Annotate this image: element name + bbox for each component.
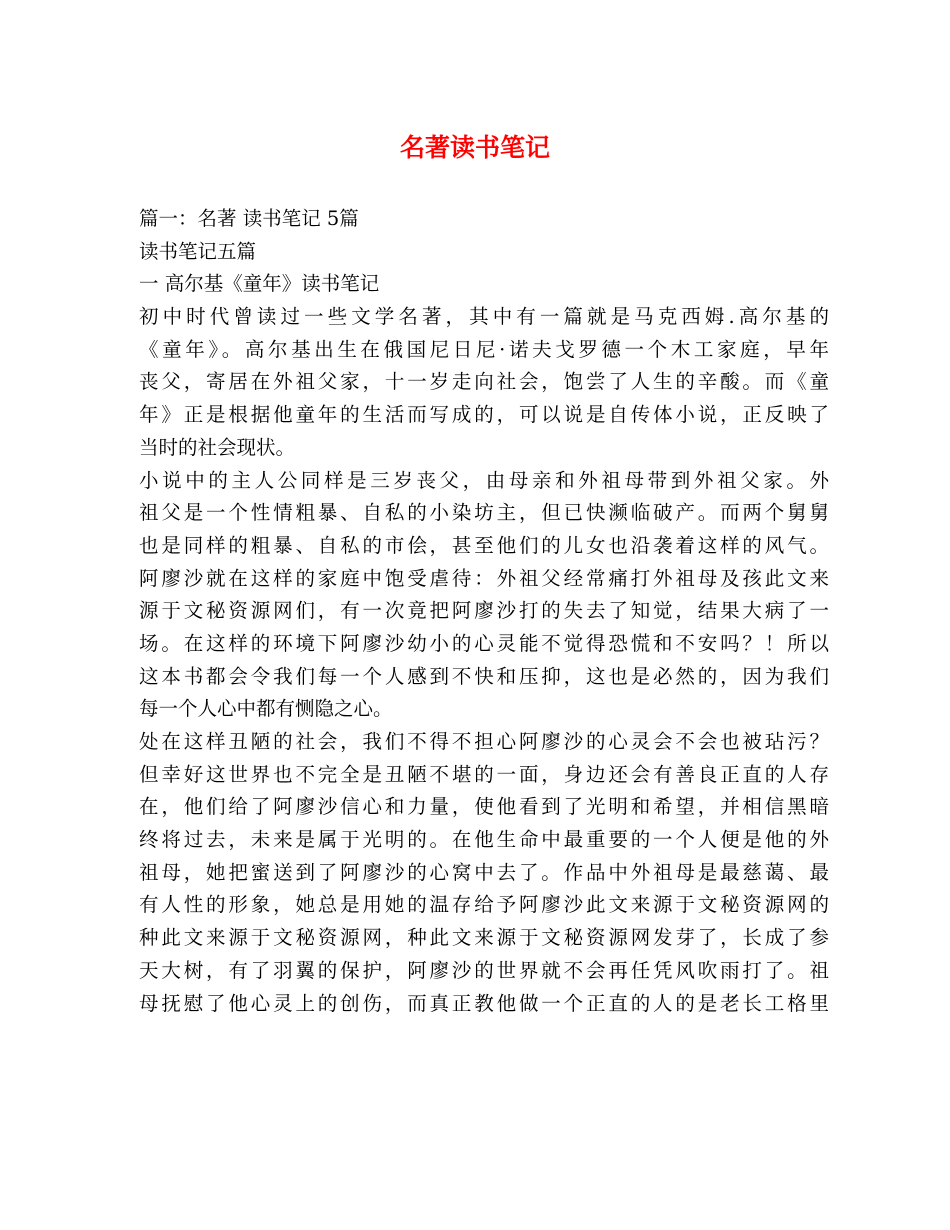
paragraph-line: 年》正是根据他童年的生活而写成的，可以说是自传体小说，正反映了 <box>139 403 829 427</box>
paragraph-line: 有人性的形象，她总是用她的温存给予阿廖沙此文来源于文秘资源网的 <box>139 893 829 917</box>
paragraph-line: 这本书都会令我们每一个人感到不快和压抑，这也是必然的，因为我们 <box>139 664 829 688</box>
subsection-heading: 读书笔记五篇 <box>139 239 257 263</box>
paragraph-line: 初中时代曾读过一些文学名著，其中有一篇就是马克西姆.高尔基的 <box>139 305 829 329</box>
paragraph-line: 但幸好这世界也不完全是丑陋不堪的一面，身边还会有善良正直的人存 <box>139 762 829 786</box>
document-body <box>139 203 829 1020</box>
paragraph-line: 场。在这样的环境下阿廖沙幼小的心灵能不觉得恐慌和不安吗？！所以 <box>139 631 829 655</box>
paragraph-line: 阿廖沙就在这样的家庭中饱受虐待：外祖父经常痛打外祖母及孩此文来 <box>139 566 829 590</box>
paragraph-line: 种此文来源于文秘资源网，种此文来源于文秘资源网发芽了，长成了参 <box>139 926 829 950</box>
paragraph-line: 源于文秘资源网们，有一次竟把阿廖沙打的失去了知觉，结果大病了一 <box>139 599 829 623</box>
chapter-heading: 一 高尔基《童年》读书笔记 <box>139 272 380 296</box>
paragraph-line: 每一个人心中都有恻隐之心。 <box>139 697 393 721</box>
paragraph-line: 小说中的主人公同样是三岁丧父，由母亲和外祖母带到外祖父家。外 <box>139 468 829 492</box>
paragraph-line: 祖母，她把蜜送到了阿廖沙的心窝中去了。作品中外祖母是最慈蔼、最 <box>139 860 829 884</box>
paragraph-line: 也是同样的粗暴、自私的市侩，甚至他们的儿女也沿袭着这样的风气。 <box>139 533 829 557</box>
paragraph-line: 《童年》。高尔基出生在俄国尼日尼·诺夫戈罗德一个木工家庭，早年 <box>139 337 829 361</box>
paragraph-line: 丧父，寄居在外祖父家，十一岁走向社会，饱尝了人生的辛酸。而《童 <box>139 370 829 394</box>
paragraph-line: 天大树，有了羽翼的保护，阿廖沙的世界就不会再任凭风吹雨打了。祖 <box>139 958 829 982</box>
section-heading: 篇一：名著 读书笔记 5篇 <box>139 207 359 230</box>
paragraph-line: 终将过去，未来是属于光明的。在他生命中最重要的一个人便是他的外 <box>139 828 829 852</box>
paragraph-line: 在，他们给了阿廖沙信心和力量，使他看到了光明和希望，并相信黑暗 <box>139 795 829 819</box>
paragraph-line: 当时的社会现状。 <box>139 435 296 459</box>
document-title: 名著读书笔记 <box>399 133 550 162</box>
paragraph-line: 祖父是一个性情粗暴、自私的小染坊主，但已快濒临破产。而两个舅舅 <box>139 501 829 525</box>
paragraph-line: 处在这样丑陋的社会，我们不得不担心阿廖沙的心灵会不会也被玷污？ <box>139 730 829 753</box>
paragraph-line: 母抚慰了他心灵上的创伤，而真正教他做一个正直的人的是老长工格里 <box>139 991 829 1015</box>
